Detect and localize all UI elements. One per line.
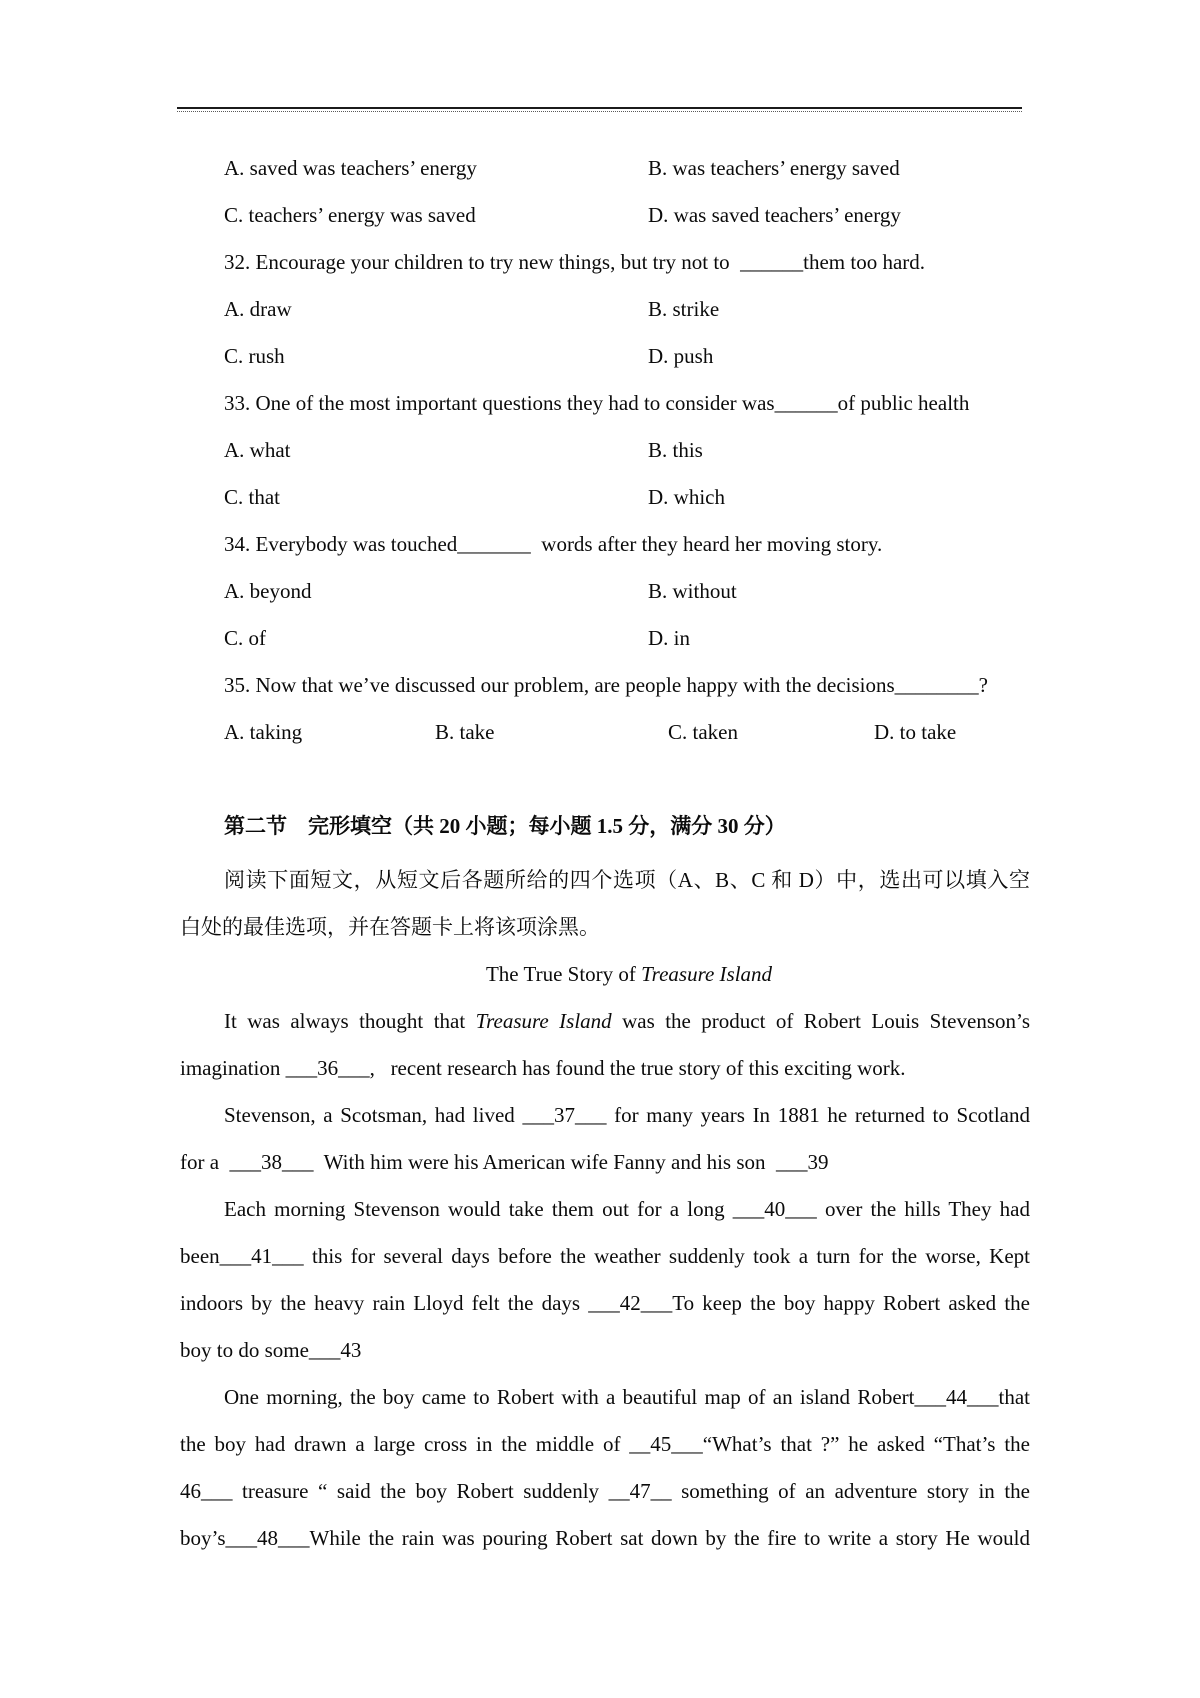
passage-line-1-after: was the product of Robert Louis Stevenson’s [611, 1009, 1030, 1033]
section2-header: 第二节 完形填空（共 20 小题；每小题 1.5 分，满分 30 分） [224, 814, 786, 838]
q35-options-row [180, 709, 1030, 756]
passage-title-prefix: The True Story of [485, 962, 642, 986]
q34-option-b: B. without [648, 579, 737, 603]
passage-line-12: boy’s___48___While the rain was pouring Robert sat down by the fire to write a story He would [180, 1526, 1030, 1550]
passage-line-3: Stevenson, a Scotsman, had lived ___37___ for many years In 1881 he returned to Scotland [224, 1103, 1030, 1127]
q34-options-row-2 [180, 615, 1030, 662]
q31-option-b: B. was teachers’ energy saved [648, 156, 900, 180]
q35-option-a: A. taking [224, 720, 303, 744]
passage-line-6: been___41___ this for several days before the weather suddenly took a turn for the worse, Kept [180, 1244, 1030, 1268]
q32-option-a: A. draw [224, 297, 292, 321]
q32-options-row-1 [180, 286, 1030, 333]
q31-option-a: A. saved was teachers’ energy [224, 156, 477, 180]
passage-line-7: indoors by the heavy rain Lloyd felt the days ___42___To keep the boy happy Robert asked the [180, 1291, 1030, 1315]
q33-option-d: D. which [648, 485, 725, 509]
passage-line-10: the boy had drawn a large cross in the middle of __45___“What’s that ?” he asked “That’s the [180, 1432, 1030, 1456]
q32-stem: 32. Encourage your children to try new things, but try not to ______them too hard. [224, 250, 926, 274]
q35-option-c: C. taken [668, 720, 738, 744]
q34-stem: 34. Everybody was touched_______ words after they heard her moving story. [224, 532, 883, 556]
q35-option-b: B. take [435, 720, 495, 744]
q34-option-d: D. in [648, 626, 690, 650]
q31-option-d: D. was saved teachers’ energy [648, 203, 901, 227]
section2-instructions-line-2: 白处的最佳选项，并在答题卡上将该项涂黑。 [180, 915, 600, 939]
passage-line-8: boy to do some___43 [180, 1338, 362, 1362]
q32-options-row-2 [180, 333, 1030, 380]
passage-line-9: One morning, the boy came to Robert with a beautiful map of an island Robert___44___that [224, 1385, 1030, 1409]
q32-option-c: C. rush [224, 344, 285, 368]
q31-option-c: C. teachers’ energy was saved [224, 203, 476, 227]
q34-option-c: C. of [224, 626, 266, 650]
q32-option-b: B. strike [648, 297, 720, 321]
q33-stem: 33. One of the most important questions they had to consider was______of public health [224, 391, 970, 415]
passage-title [180, 951, 1030, 998]
q35-option-d: D. to take [874, 720, 957, 744]
q33-option-a: A. what [224, 438, 291, 462]
q35-stem: 35. Now that we’ve discussed our problem, are people happy with the decisions________? [224, 673, 988, 697]
header-divider-line [177, 107, 1022, 112]
passage-line-1-italic: Treasure Island [475, 1009, 612, 1033]
passage-line-2: imagination ___36___, recent research has found the true story of this exciting work. [180, 1056, 906, 1080]
q33-options-row-1 [180, 427, 1030, 474]
passage-line-1-before: It was always thought that [224, 1009, 476, 1033]
q33-option-b: B. this [648, 438, 703, 462]
q33-options-row-2 [180, 474, 1030, 521]
passage-line-11: 46___ treasure “ said the boy Robert suddenly __47__ something of an adventure story in the [180, 1479, 1030, 1503]
passage-line-5: Each morning Stevenson would take them out for a long ___40___ over the hills They had [224, 1197, 1030, 1221]
q33-option-c: C. that [224, 485, 280, 509]
exam-content [180, 145, 1030, 1562]
passage-line-1 [180, 998, 1030, 1045]
passage-line-4: for a ___38___ With him were his American wife Fanny and his son ___39 [180, 1150, 829, 1174]
q31-options-row-2 [180, 192, 1030, 239]
passage-title-italic: Treasure Island [641, 962, 773, 986]
section2-instructions-line-1: 阅读下面短文，从短文后各题所给的四个选项（A、B、C 和 D）中，选出可以填入空 [224, 868, 1030, 892]
q34-options-row-1 [180, 568, 1030, 615]
q31-options-row-1 [180, 145, 1030, 192]
q32-option-d: D. push [648, 344, 714, 368]
spacer-line [180, 756, 1030, 803]
q34-option-a: A. beyond [224, 579, 312, 603]
